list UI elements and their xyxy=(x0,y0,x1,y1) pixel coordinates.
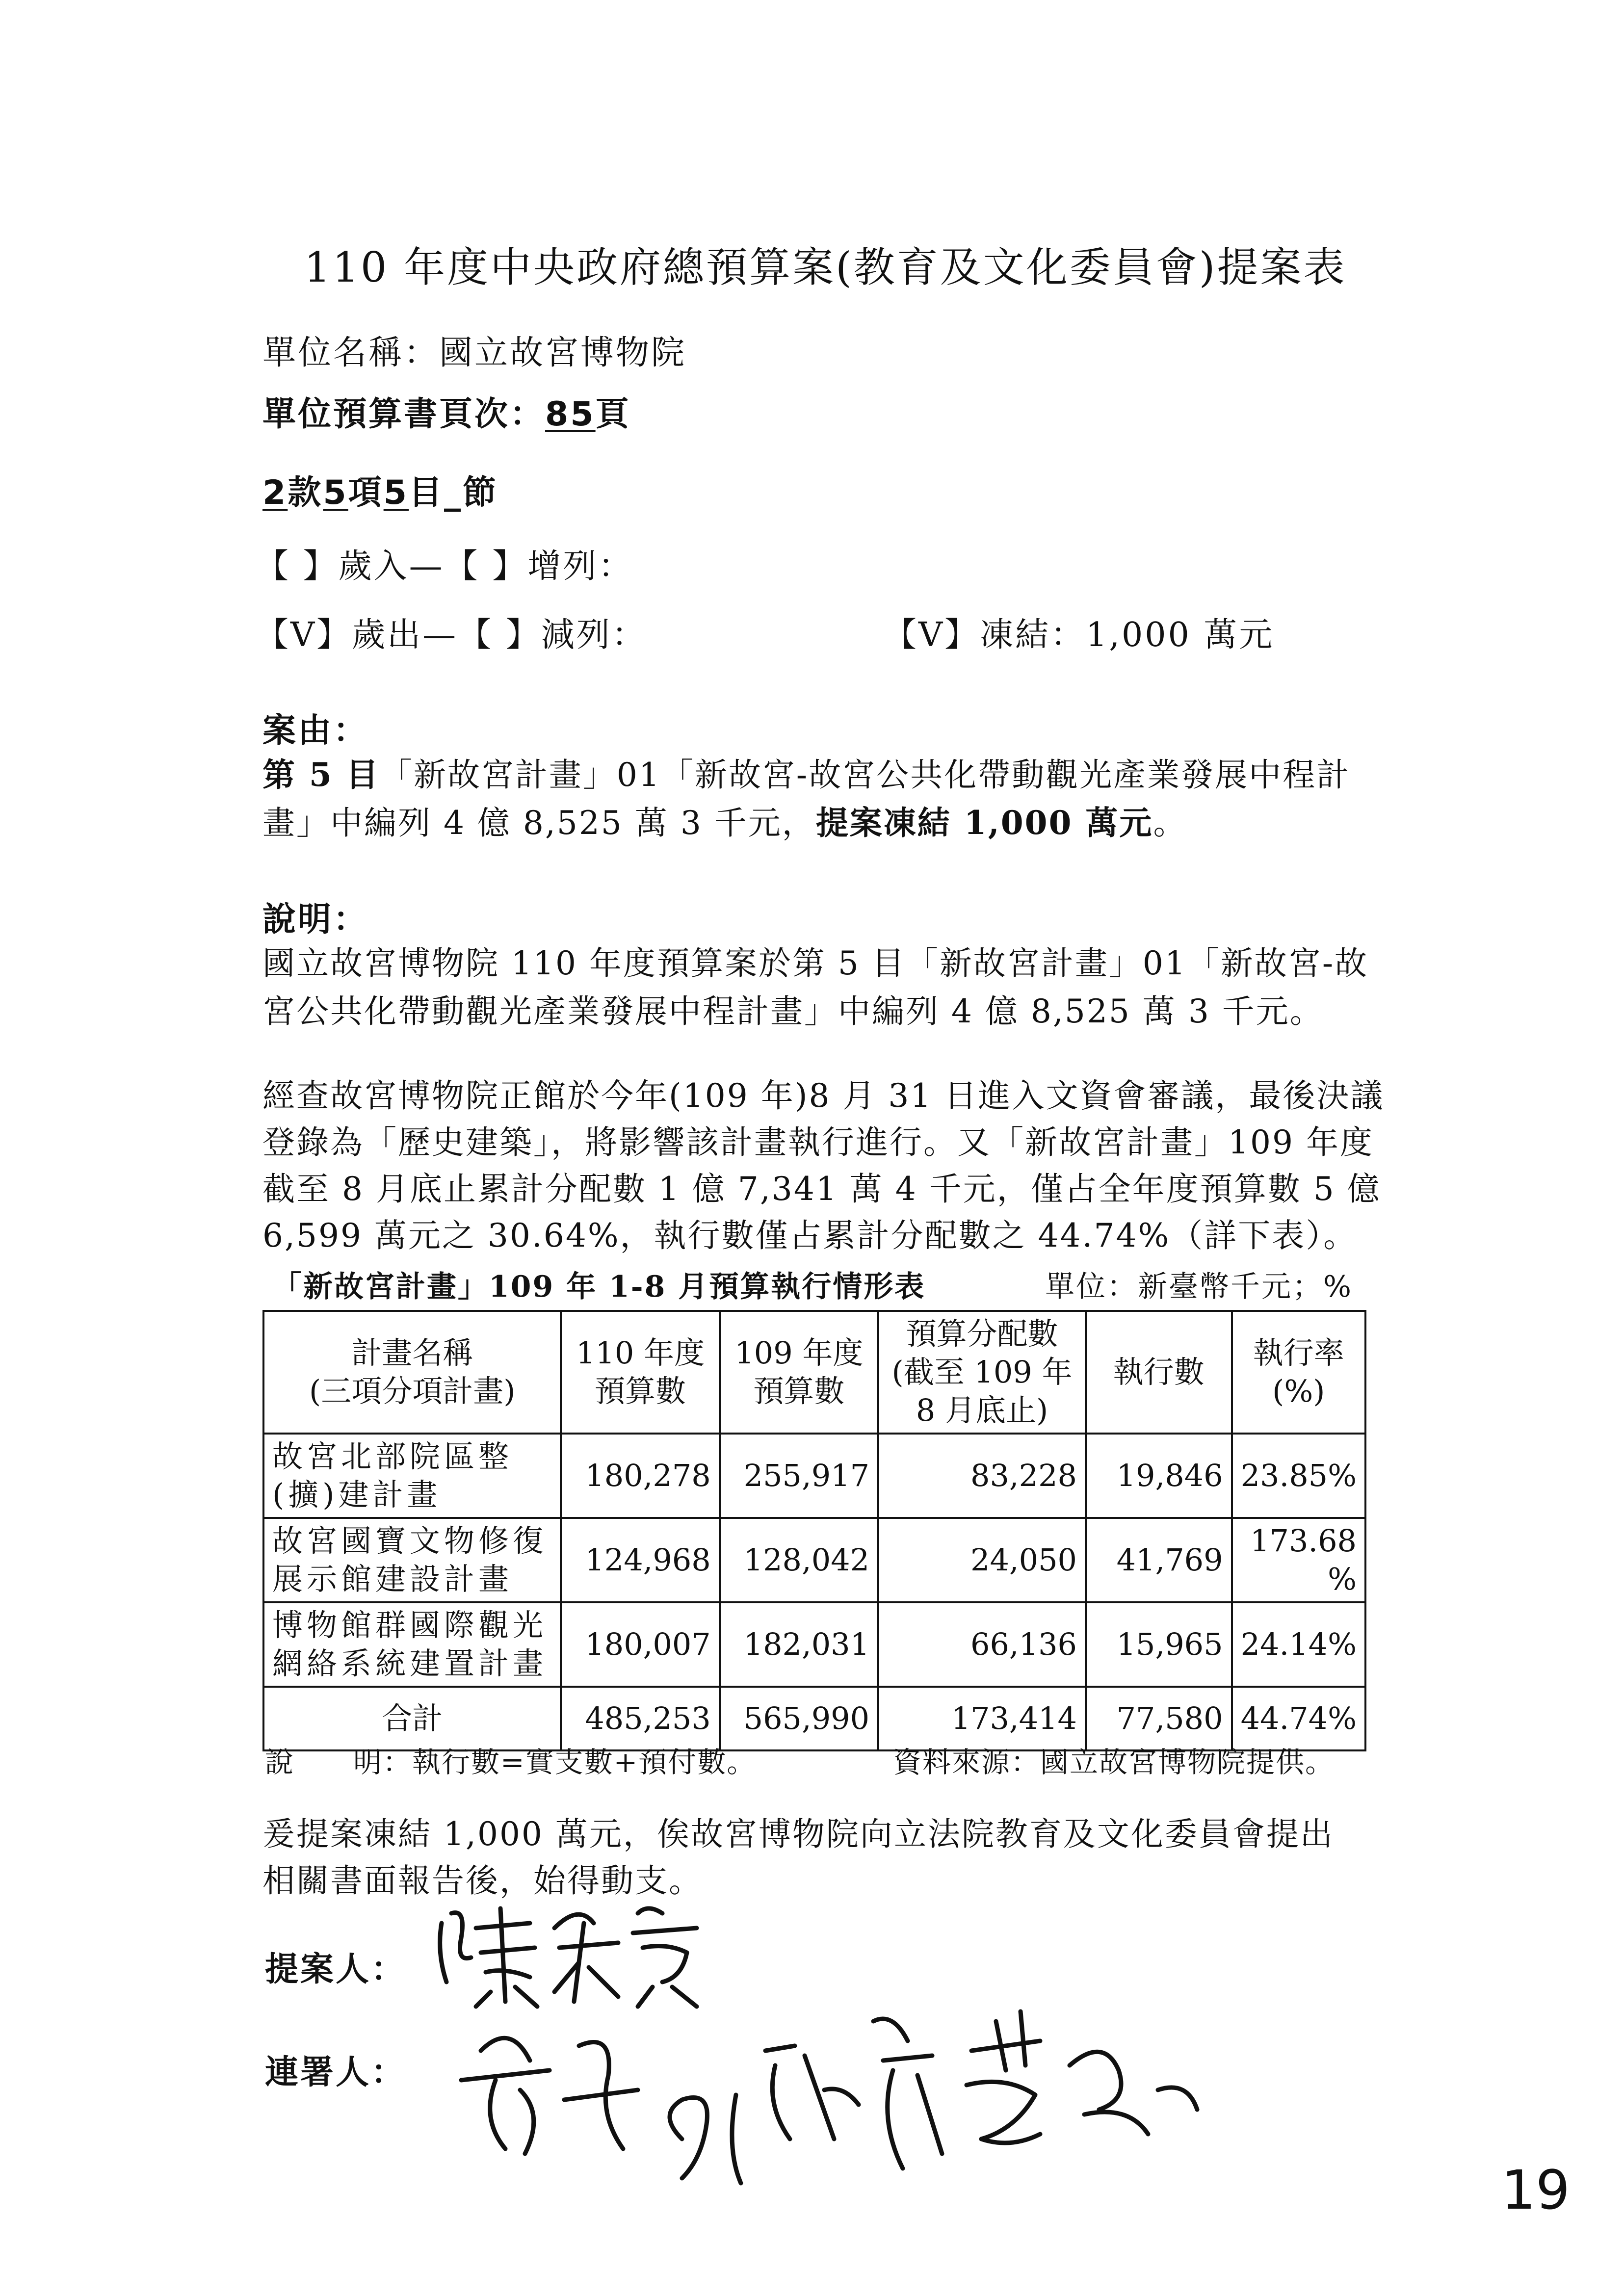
header-plan-name-l1: 計畫名稱 xyxy=(351,1335,473,1371)
row-allocation: 83,228 xyxy=(878,1434,1086,1518)
row-plan-name-l1: 故宮北部院區整 xyxy=(272,1438,513,1474)
table-note: 說 明：執行數=實支數+預付數。 xyxy=(265,1746,757,1779)
row-rate: 23.85% xyxy=(1232,1434,1365,1518)
unit-name-label: 單位名稱： xyxy=(262,334,440,372)
budget-page-value: 85 xyxy=(545,395,596,434)
table-row xyxy=(263,1434,1365,1518)
table-row xyxy=(263,1602,1365,1687)
total-label: 合計 xyxy=(263,1687,561,1750)
page-number: 19 xyxy=(1501,2159,1570,2221)
row-executed: 41,769 xyxy=(1086,1518,1232,1602)
mu-label: 目 xyxy=(409,473,445,512)
mu-number: 5 xyxy=(383,473,409,512)
header-allocation-l1: 預算分配數 xyxy=(906,1316,1058,1352)
header-plan-name-l2: (三項分項計畫) xyxy=(309,1373,516,1409)
header-budget-110-l2: 預算數 xyxy=(595,1373,686,1409)
xiang-label: 項 xyxy=(348,473,384,512)
total-allocation: 173,414 xyxy=(878,1687,1086,1750)
conclusion-line-1: 爰提案凍結 1,000 萬元，俟故宮博物院向立法院教育及文化委員會提出 xyxy=(262,1815,1334,1853)
row-plan-name-l2: 展示館建設計畫 xyxy=(272,1561,513,1597)
header-budget-109 xyxy=(720,1311,878,1434)
row-executed: 19,846 xyxy=(1086,1434,1232,1518)
header-budget-110-l1: 110 年度 xyxy=(576,1335,705,1371)
unit-name-line xyxy=(262,326,686,374)
budget-page-label: 單位預算書頁次： xyxy=(262,394,546,434)
reason-item-bold: 第 5 目 xyxy=(262,756,380,794)
cosigners-label: 連署人： xyxy=(265,2053,407,2092)
budget-execution-table xyxy=(262,1310,1366,1751)
explanation-p2-line-3: 截至 8 月底止累計分配數 1 億 7,341 萬 4 千元，僅占全年度預算數 5 億 xyxy=(262,1170,1381,1208)
reason-line-1 xyxy=(262,751,1350,799)
header-budget-110 xyxy=(561,1311,719,1434)
row-plan-name xyxy=(263,1518,561,1602)
explanation-p1-line-2: 宮公共化帶動觀光產業發展中程計畫」中編列 4 億 8,525 萬 3 千元。 xyxy=(262,992,1324,1030)
row-plan-name-l2: (擴)建計畫 xyxy=(272,1477,442,1513)
row-rate-l1: 173.68 xyxy=(1250,1523,1357,1559)
total-budget-110: 485,253 xyxy=(561,1687,719,1750)
row-budget-110: 180,278 xyxy=(561,1434,719,1518)
option-freeze: 【V】凍結：1,000 萬元 xyxy=(883,616,1275,654)
row-plan-name-l1: 故宮國寶文物修復 xyxy=(272,1523,548,1559)
row-rate-l2: % xyxy=(1328,1561,1357,1597)
header-budget-109-l1: 109 年度 xyxy=(734,1335,864,1371)
reason-line-2-end: 。 xyxy=(1153,804,1187,842)
explanation-p1-line-1: 國立故宮博物院 110 年度預算案於第 5 目「新故宮計畫」01「新故宮-故 xyxy=(262,944,1369,982)
table-source: 資料來源：國立故宮博物院提供。 xyxy=(893,1746,1335,1779)
header-allocation-l3: 8 月底止) xyxy=(916,1392,1048,1428)
explanation-p2-line-4: 6,599 萬元之 30.64%，執行數僅占累計分配數之 44.74%（詳下表）。 xyxy=(262,1217,1358,1254)
kuan-number: 2 xyxy=(262,473,288,512)
row-plan-name xyxy=(263,1434,561,1518)
header-rate xyxy=(1232,1311,1365,1434)
item-code-line xyxy=(262,466,498,514)
option-expense-decrease: 【V】歲出—【 】減列： xyxy=(255,616,647,654)
header-budget-109-l2: 預算數 xyxy=(753,1373,845,1409)
table-row xyxy=(263,1518,1365,1602)
explanation-heading: 說明： xyxy=(262,900,369,939)
total-rate: 44.74% xyxy=(1232,1687,1365,1750)
total-budget-109: 565,990 xyxy=(720,1687,878,1750)
row-rate: 24.14% xyxy=(1232,1602,1365,1687)
kuan-label: 款 xyxy=(288,473,323,512)
header-plan-name xyxy=(263,1311,561,1434)
header-allocation xyxy=(878,1311,1086,1434)
row-budget-110: 124,968 xyxy=(561,1518,719,1602)
row-budget-109: 128,042 xyxy=(720,1518,878,1602)
proposer-label: 提案人： xyxy=(265,1950,407,1989)
cosigner-signatures xyxy=(451,1992,1207,2198)
total-executed: 77,580 xyxy=(1086,1687,1232,1750)
row-plan-name-l1: 博物館群國際觀光 xyxy=(272,1607,548,1643)
row-rate xyxy=(1232,1518,1365,1602)
row-budget-110: 180,007 xyxy=(561,1602,719,1687)
header-rate-l2: (%) xyxy=(1272,1373,1325,1409)
xiang-number: 5 xyxy=(323,473,348,512)
reason-line-1-text: 「新故宮計畫」01「新故宮-故宮公共化帶動觀光產業發展中程計 xyxy=(379,756,1351,794)
option-revenue-increase: 【 】歲入—【 】增列： xyxy=(255,547,634,586)
page-title: 110 年度中央政府總預算案(教育及文化委員會)提案表 xyxy=(304,243,1347,291)
reason-freeze-bold: 提案凍結 1,000 萬元 xyxy=(815,804,1153,842)
table-caption: 「新故宮計畫」109 年 1-8 月預算執行情形表 xyxy=(272,1270,926,1304)
header-executed: 執行數 xyxy=(1086,1311,1232,1434)
budget-page-suffix: 頁 xyxy=(595,394,631,434)
table-header-row xyxy=(263,1311,1365,1434)
explanation-p2-line-1: 經查故宮博物院正館於今年(109 年)8 月 31 日進入文資會審議，最後決議 xyxy=(262,1077,1385,1115)
row-plan-name-l2: 網絡系統建置計畫 xyxy=(272,1645,548,1681)
reason-line-2 xyxy=(262,799,1187,847)
reason-line-2-text: 畫」中編列 4 億 8,525 萬 3 千元， xyxy=(262,804,816,842)
explanation-p2-line-2: 登錄為「歷史建築」，將影響該計畫執行進行。又「新故宮計畫」109 年度 xyxy=(262,1123,1374,1161)
conclusion-line-2: 相關書面報告後，始得動支。 xyxy=(262,1862,703,1900)
jie-label: _節 xyxy=(444,473,498,512)
row-allocation: 66,136 xyxy=(878,1602,1086,1687)
row-executed: 15,965 xyxy=(1086,1602,1232,1687)
unit-name-value: 國立故宮博物院 xyxy=(439,334,687,372)
reason-heading: 案由： xyxy=(262,711,369,750)
header-rate-l1: 執行率 xyxy=(1253,1335,1344,1371)
budget-page-line xyxy=(262,388,631,435)
row-plan-name xyxy=(263,1602,561,1687)
row-budget-109: 182,031 xyxy=(720,1602,878,1687)
header-allocation-l2: (截至 109 年 xyxy=(891,1354,1073,1390)
row-budget-109: 255,917 xyxy=(720,1434,878,1518)
table-unit: 單位：新臺幣千元；% xyxy=(1045,1270,1353,1304)
row-allocation: 24,050 xyxy=(878,1518,1086,1602)
